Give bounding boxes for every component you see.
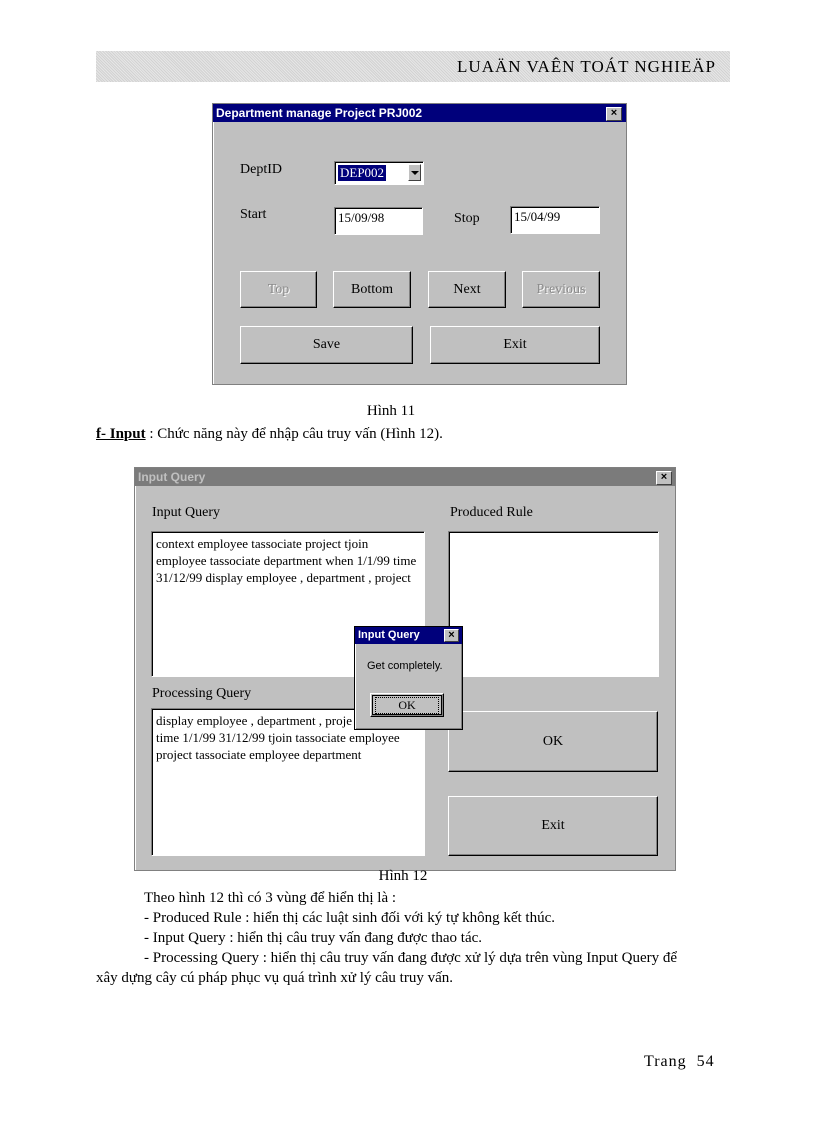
close-icon[interactable]: ×: [606, 107, 622, 121]
page-footer: [644, 1053, 715, 1071]
section-text: : Chức năng này để nhập câu truy vấn (Hình 12).: [145, 426, 443, 442]
exit-button[interactable]: Exit: [430, 326, 600, 364]
section-label: f- Input: [96, 426, 146, 442]
paragraph-input-query: - Input Query : hiển thị câu truy vấn đang được thao tác.: [144, 930, 483, 946]
message-box-text: Get completely.: [367, 660, 443, 672]
previous-button[interactable]: Previous: [522, 271, 600, 308]
input-query-titlebar[interactable]: [135, 468, 675, 486]
input-query-title: Input Query: [138, 470, 206, 484]
paragraph-produced-rule: - Produced Rule : hiển thị các luật sinh đối với ký tự không kết thúc.: [144, 910, 555, 926]
input-query-line: employee tassociate department when 1/1/99 time: [156, 553, 417, 568]
department-dialog-title: Department manage Project PRJ002: [216, 106, 423, 120]
stop-label: Stop: [454, 211, 480, 226]
close-icon[interactable]: ×: [444, 629, 459, 642]
top-button[interactable]: Top: [240, 271, 317, 308]
page-number: 54: [696, 1053, 715, 1070]
next-button[interactable]: Next: [428, 271, 506, 308]
message-box: [354, 626, 463, 730]
close-icon[interactable]: ×: [656, 471, 672, 485]
chevron-down-icon[interactable]: [408, 164, 421, 181]
figure-caption-12: Hình 12: [378, 868, 428, 884]
message-ok-button[interactable]: [370, 693, 444, 717]
figure-caption-11: Hình 11: [366, 403, 416, 419]
processing-query-line: time 1/1/99 31/12/99 tjoin tassociate employee: [156, 730, 400, 745]
input-query-line: context employee tassociate project tjoin: [156, 536, 369, 551]
input-query-label: Input Query: [152, 505, 221, 520]
page-label: Trang: [644, 1053, 687, 1070]
dept-combobox[interactable]: [334, 161, 424, 185]
ok-button[interactable]: OK: [448, 711, 658, 772]
start-label: Start: [240, 207, 267, 222]
processing-query-line: display employee , department , proje: [156, 713, 353, 728]
processing-query-textarea[interactable]: [151, 708, 425, 856]
paragraph-intro: Theo hình 12 thì có 3 vùng để hiển thị là :: [144, 890, 397, 906]
produced-rule-label: Produced Rule: [450, 505, 533, 520]
dept-label: DeptID: [240, 162, 282, 177]
dept-value: DEP002: [340, 165, 385, 180]
message-box-title: Input Query: [358, 629, 420, 641]
start-field[interactable]: 15/09/98: [334, 207, 423, 235]
message-ok-label: OK: [375, 697, 438, 714]
exit-button[interactable]: Exit: [448, 796, 658, 856]
input-query-line: 31/12/99 display employee , department , project: [156, 570, 411, 585]
header-title: LUAÄN VAÊN TOÁT NGHIEÄP: [457, 57, 716, 76]
department-dialog-titlebar[interactable]: [213, 104, 626, 122]
processing-query-line: project tassociate employee department: [156, 747, 362, 762]
header-band: [96, 51, 730, 82]
save-button[interactable]: Save: [240, 326, 413, 364]
bottom-button[interactable]: Bottom: [333, 271, 411, 308]
paragraph-processing-query: - Processing Query : hiển thị câu truy vấn đang được xử lý dựa trên vùng Input Query để: [144, 950, 678, 966]
produced-rule-textarea[interactable]: [448, 531, 659, 677]
input-query-dialog: [134, 467, 676, 871]
paragraph-continuation: xây dựng cây cú pháp phục vụ quá trình xử lý câu truy vấn.: [96, 970, 453, 986]
processing-query-label: Processing Query: [152, 686, 252, 701]
section-line: [96, 424, 443, 444]
department-dialog: [212, 103, 627, 385]
stop-field[interactable]: 15/04/99: [510, 206, 600, 234]
